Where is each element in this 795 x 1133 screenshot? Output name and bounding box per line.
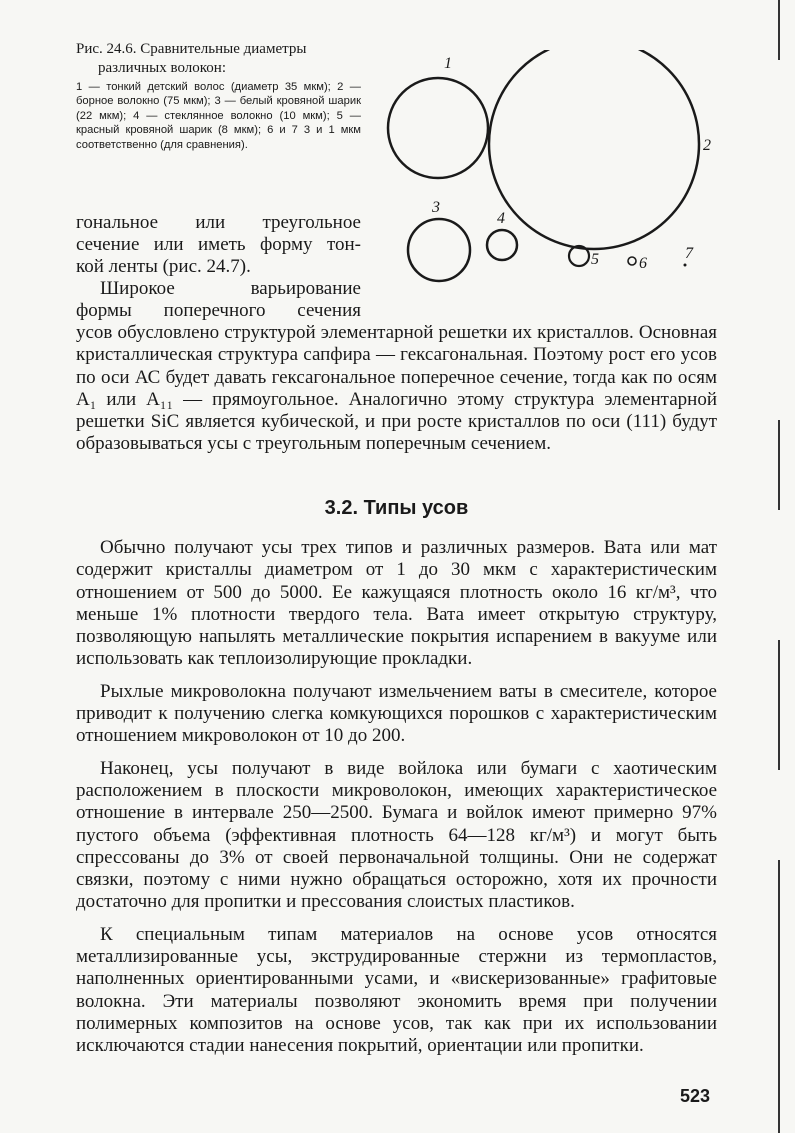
circle-2-boron-fiber — [489, 50, 699, 249]
figure-caption — [76, 40, 361, 152]
circle-3-white-blood-cell — [408, 219, 470, 281]
scan-margin-line — [778, 860, 780, 1133]
label-3: 3 — [432, 199, 440, 216]
section-heading: 3.2. Типы усов — [324, 497, 469, 519]
label-5: 5 — [591, 251, 599, 268]
label-6: 6 — [639, 255, 647, 272]
label-4: 4 — [497, 210, 505, 227]
circle-1-hair — [388, 78, 488, 178]
lead-line: Широкое варьирование — [100, 278, 361, 299]
scan-margin-line — [778, 420, 780, 510]
caption-legend: 1 — тонкий детский волос (диаметр 35 мкм); 2 — борное волокно (75 мкм); 3 — белый кровяной шарик (22 мкм); 4 — стеклянное волокно (10 мкм); 5 — красный кровяной шарик (8 мкм); 6 и 7 3 и 1 мкм соответственно (для сравнения). — [76, 81, 361, 151]
continuation-text: усов обусловлено структурой элементарной решетки их кристаллов. Основная кристаллическая структура сапфира — гексагональная. Поэтому рост его усов по оси АС будет давать гексагональное поперечное сечение, тогда как по осям A₁ или A₁₁ — прямоугольное. Аналогично этому структура элементарной решетки SiC является кубической, и при росте кристаллов по оси (111) будут образовываться усы с треугольным поперечным сечением. — [76, 322, 717, 455]
paragraph: Рыхлые микроволокна получают измельчением ваты в смесителе, которое приводит к получению слегка комкующихся порошков с характеристическим отношением микроволокон от 10 до 200. — [76, 680, 717, 747]
page-number: 523 — [680, 1086, 711, 1106]
label-1: 1 — [444, 55, 452, 72]
label-7: 7 — [685, 245, 693, 262]
section-body — [76, 537, 717, 1068]
continuation-paragraph — [76, 322, 717, 456]
circle-6 — [628, 257, 636, 265]
circle-4-glass-fiber — [487, 230, 517, 260]
lead-line: гональное или треугольное — [76, 212, 361, 233]
paragraph: Наконец, усы получают в виде войлока или бумаги с хаотическим расположением в плоскости микроволокон, имеющих характеристическое отношение в интервале 250—2500. Бумага и войлок имеют примерно 97% пустого объема (эффективная плотность 64—128 кг/м³) и могут быть спрессованы до 3% от своей первоначальной толщины. Они не содержат связки, поэтому с ними нужно обращаться осторожно, хотя их прочности достаточно для пропитки и прессования слоистых пластиков. — [76, 757, 717, 913]
lead-line: кой ленты (рис. 24.7). — [76, 256, 251, 277]
circle-7 — [684, 264, 687, 267]
fiber-diameter-figure — [360, 50, 720, 290]
caption-title-continued: различных волокон: — [98, 60, 226, 76]
lead-line: формы поперечного сечения — [76, 300, 361, 321]
paragraph: К специальным типам материалов на основе усов относятся металлизированные усы, экструдированные стержни из термопластов, наполненных ориентированными усами, и «вискеризованные» графитовые волокна. Эти материалы позволяют экономить время при получении полимерных композитов на основе усов, так как при их использовании исключаются стадии нанесения покрытий, ориентации или пропитки. — [76, 923, 717, 1057]
label-2: 2 — [703, 137, 711, 154]
scan-margin-line — [778, 640, 780, 770]
lead-line: сечение или иметь форму тон- — [76, 234, 361, 255]
caption-title: Рис. 24.6. Сравнительные диаметры — [76, 41, 307, 57]
paragraph: Обычно получают усы трех типов и различных размеров. Вата или мат содержит кристаллы диаметром от 1 до 30 мкм с характеристическим отношением от 500 до 5000. Ее кажущаяся плотность около 16 кг/м³, что меньше 1% плотности твердого тела. Вата имеет открытую структуру, позволяющую напылять металлические покрытия испарением в вакууме или использовать как теплоизолирующие прокладки. — [76, 537, 717, 670]
scan-margin-line — [778, 0, 780, 60]
lead-paragraph — [76, 212, 361, 322]
